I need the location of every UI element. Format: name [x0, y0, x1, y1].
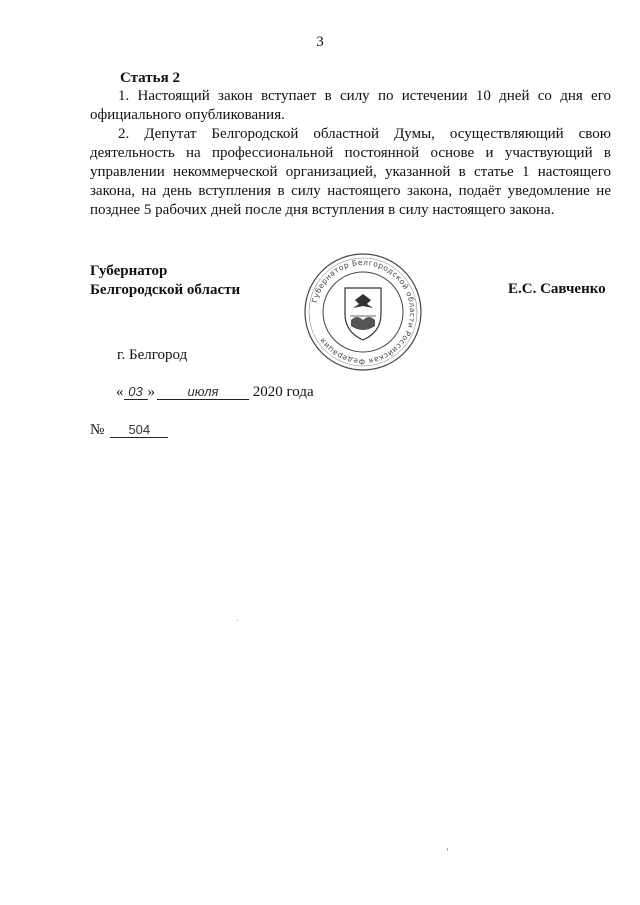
- number-sign: №: [90, 422, 105, 438]
- document-number: [90, 422, 168, 439]
- signatory-name: Е.С. Савченко: [508, 281, 606, 297]
- signing-date: [116, 384, 314, 401]
- seal-text: Губернатор Белгородской области Российская Федерация: [309, 257, 418, 367]
- svg-text:Губернатор Белгородской област: [310, 258, 417, 366]
- position-line-2: Белгородской области: [90, 282, 241, 298]
- date-month: июля: [157, 384, 249, 400]
- date-year: 2020 года: [252, 384, 314, 400]
- scan-speck: [447, 848, 448, 851]
- position-line-1: Губернатор: [90, 263, 168, 279]
- date-close-quote: »: [147, 384, 155, 400]
- scan-speck: [237, 620, 238, 621]
- date-open-quote: «: [116, 384, 124, 400]
- coat-of-arms-icon: [345, 288, 381, 340]
- place-of-signing: г. Белгород: [117, 347, 188, 363]
- date-day: 03: [124, 384, 148, 400]
- page-number: 3: [316, 34, 324, 50]
- number-value: 504: [110, 422, 168, 438]
- article-paragraph-2: 2. Депутат Белгородской областной Думы, осуществляющий свою деятельность на профессиональной постоянной основе и участвующий в управлении некоммерческой организацией, указанной в статье 1 настоящего закона, на день вступления в силу настоящего закона, подаёт уведомление не позднее 5 рабочих дней после дня вступления в силу настоящего закона.: [90, 126, 611, 218]
- article-paragraph-1: 1. Настоящий закон вступает в силу по истечении 10 дней со дня его официального опубликования.: [90, 88, 611, 123]
- signatory-position: [90, 262, 240, 300]
- official-seal: [303, 252, 423, 372]
- article-title: Статья 2: [120, 70, 180, 86]
